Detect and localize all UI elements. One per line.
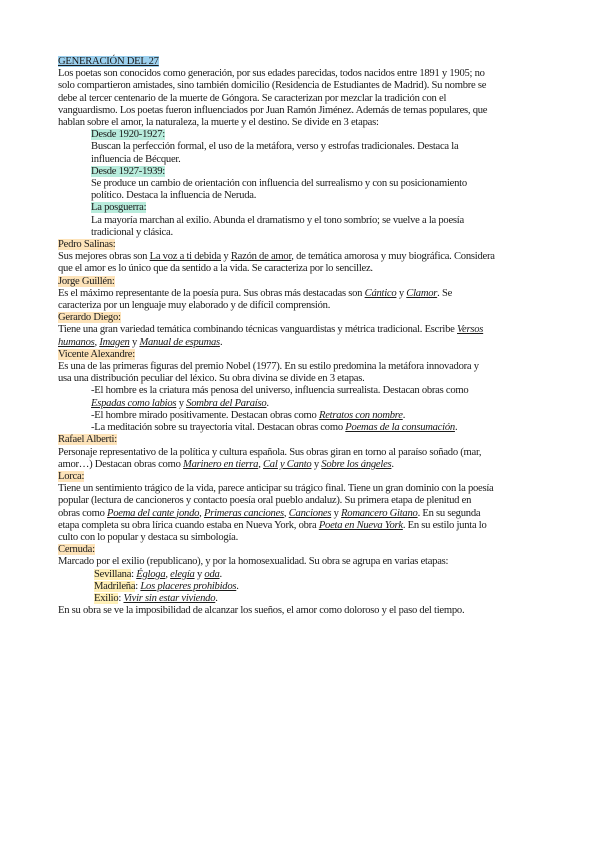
intro-paragraph	[58, 68, 542, 129]
stage-heading: La posguerra:	[91, 202, 147, 214]
author-heading-diego: Gerardo Diego:	[58, 312, 121, 324]
cernuda-text: .	[219, 568, 222, 580]
stage-2	[58, 166, 542, 203]
stage-3	[58, 202, 542, 239]
lorca-text: culto con lo popular y destaca su simbología.	[58, 531, 238, 543]
salinas-text: Sus mejores obras son	[58, 251, 150, 263]
lorca-text: obras como	[58, 507, 108, 519]
stage-text: político. Destaca la influencia de Neruda.	[91, 190, 257, 202]
aleixandre-text: .	[402, 409, 406, 421]
author-heading-salinas: Pedro Salinas:	[58, 239, 116, 251]
author-heading-cernuda: Cernuda:	[58, 544, 95, 556]
lorca-paragraph	[58, 483, 542, 544]
alberti-text: y	[311, 458, 322, 470]
stage-heading: Desde 1927-1939:	[91, 165, 165, 177]
cernuda-text: .	[215, 592, 218, 604]
work-title: Sobre los ángeles	[321, 458, 392, 470]
guillen-text: y	[396, 287, 407, 299]
work-title: Imagen	[99, 336, 130, 348]
cernuda-stage-heading: Exilio	[94, 592, 119, 604]
stage-1	[58, 129, 542, 166]
diego-paragraph	[58, 324, 542, 348]
intro-line: solo compartieron amistades, sino también domicilio (Residencia de Estudiantes de Madrid). Su nombre se	[58, 80, 487, 92]
stage-text: Buscan la perfección formal, el uso de la metáfora, verso y estrofas tradicionales. Destaca la	[91, 141, 459, 153]
work-title: Sombra del Paraíso	[186, 397, 267, 409]
alberti-text: .	[391, 458, 394, 470]
diego-text: ,	[94, 336, 100, 348]
work-title: Versos	[457, 324, 484, 336]
work-title: oda	[204, 568, 220, 580]
cernuda-text: y	[194, 568, 205, 580]
cernuda-text: :	[131, 568, 137, 580]
diego-text: .	[219, 336, 223, 348]
work-title: Razón de amor	[230, 251, 292, 263]
cernuda-text: .	[236, 580, 239, 592]
aleixandre-paragraph	[58, 361, 542, 385]
work-title: humanos	[58, 336, 95, 348]
aleixandre-text: usa una distribución peculiar del léxico. Su obra divina se divide en 3 etapas.	[58, 373, 365, 385]
author-heading-aleixandre: Vicente Alexandre:	[58, 348, 135, 360]
alberti-paragraph	[58, 447, 542, 471]
cernuda-text: :	[135, 580, 141, 592]
work-title: Cal y Canto	[262, 458, 312, 470]
stage-text: tradicional y clásica.	[91, 226, 173, 238]
alberti-text: ,	[258, 458, 263, 470]
work-title: Clamor	[406, 287, 438, 299]
alberti-text: Personaje representativo de la política y cultura española. Sus obras giran en torno al paraíso soñado (mar,	[58, 446, 482, 458]
work-title: Los placeres prohibidos	[140, 580, 237, 592]
stage-text: Se produce un cambio de orientación con influencia del surrealismo y con su posicionamiento	[91, 178, 467, 190]
work-title: Primeras canciones	[203, 507, 284, 519]
author-heading-guillen: Jorge Guillén:	[58, 275, 115, 287]
work-title: Canciones	[288, 507, 332, 519]
lorca-text: etapa completa su obra lírica cuando estaba en Nueva York, obra	[58, 519, 319, 531]
intro-line: vanguardismo. Los poetas fueron influenciados por Juan Ramón Jiménez. Además de temas populares, que	[58, 104, 488, 116]
intro-line: debe al tercer centenario de la muerte de Góngora. Se caracterizan por mezclar la tradición con el	[58, 92, 447, 104]
cernuda-text: ,	[165, 568, 171, 580]
work-title: Retratos con nombre	[318, 409, 403, 421]
salinas-text: , de temática amorosa y muy biográfica. Considera	[291, 251, 495, 263]
cernuda-stage-heading: Sevillana	[94, 568, 132, 580]
work-title: Vivir sin estar viviendo	[123, 592, 216, 604]
document-page	[58, 56, 542, 617]
aleixandre-text: Es una de las primeras figuras del premio Nobel (1977). En su estilo predomina la metáfora innovadora y	[58, 361, 479, 373]
aleixandre-stage-1: -El hombre es la criatura más penosa del universo, influencia surrealista. Destacan obras como	[91, 385, 469, 397]
lorca-text: Tiene un sentimiento trágico de la vida, parece anticipar su trágico final. Tiene un gran dominio con la poesía	[58, 483, 494, 495]
work-title: elegía	[170, 568, 195, 580]
stage-text: La mayoría marchan al exilio. Abunda el dramatismo y el tono sombrío; se vuelve a la poesía	[91, 214, 464, 226]
cernuda-text: Marcado por el exilio (republicano), y por la homosexualidad. Su obra se agrupa en varias etapas:	[58, 556, 449, 568]
work-title: Espadas como labios	[91, 397, 177, 409]
author-heading-alberti: Rafael Alberti:	[58, 434, 117, 446]
stage-text: influencia de Bécquer.	[91, 153, 181, 165]
intro-line: hablan sobre el amor, la naturaleza, la muerte y el destino. Se divide en 3 etapas:	[58, 117, 379, 129]
lorca-text: . En su estilo junta lo	[402, 519, 487, 531]
alberti-text: amor…) Destacan obras como	[58, 458, 184, 470]
work-title: Poema del cante jondo	[107, 507, 200, 519]
work-title: Romancero Gitano	[341, 507, 418, 519]
cernuda-text: :	[118, 592, 124, 604]
guillen-text: Es el máximo representante de la poesía pura. Sus obras más destacadas son	[58, 287, 365, 299]
guillen-paragraph	[58, 288, 542, 312]
work-title: Poemas de la consumación	[345, 422, 455, 434]
document-title: GENERACIÓN DEL 27	[58, 56, 159, 67]
aleixandre-stages	[58, 385, 542, 434]
diego-text: Tiene una gran variedad temática combinando técnicas vanguardistas y métrica tradicional. Escribe	[58, 324, 457, 336]
aleixandre-text: y	[176, 397, 187, 409]
work-title: Poeta en Nueva York	[318, 519, 403, 531]
work-title: Marinero en tierra	[183, 458, 259, 470]
salinas-text: que el amor es lo único que da sentido a la vida. Se caracteriza por lo sencillez.	[58, 263, 373, 275]
lorca-text: . En su segunda	[417, 507, 481, 519]
cernuda-text: En su obra se ve la imposibilidad de alcanzar los sueños, el amor como doloroso y el paso del tiempo.	[58, 605, 465, 617]
work-title: Cántico	[364, 287, 397, 299]
work-title: La voz a ti debida	[149, 251, 221, 263]
intro-line: Los poetas son conocidos como generación, por sus edades parecidas, todos nacidos entre 1891 y 1905; no	[58, 68, 485, 80]
salinas-text: y	[221, 251, 231, 263]
cernuda-stages	[58, 569, 542, 606]
lorca-text: ,	[283, 507, 289, 519]
work-title: Églogа	[136, 568, 166, 580]
lorca-text: ,	[199, 507, 204, 519]
aleixandre-text: .	[266, 397, 269, 409]
work-title: Manual de espumas	[139, 336, 220, 348]
stage-heading: Desde 1920-1927:	[91, 129, 165, 141]
lorca-text: y	[331, 507, 342, 519]
guillen-text: . Se	[437, 287, 453, 299]
diego-text: y	[129, 336, 140, 348]
cernuda-stage-heading: Madrileña	[94, 580, 136, 592]
salinas-paragraph	[58, 251, 542, 275]
aleixandre-text: .	[454, 422, 458, 434]
aleixandre-stage-3: -La meditación sobre su trayectoria vital. Destacan obras como	[91, 422, 346, 434]
lorca-text: popular (lectura de cancioneros y contacto poesía oral pueblo andaluz). Su primera etapa de plenitud en	[58, 495, 472, 507]
guillen-text: caracteriza por un lenguaje muy elaborado y de difícil comprensión.	[58, 300, 331, 312]
author-heading-lorca: Lorca:	[58, 470, 85, 482]
aleixandre-stage-2: -El hombre mirado positivamente. Destacan obras como	[91, 409, 319, 421]
